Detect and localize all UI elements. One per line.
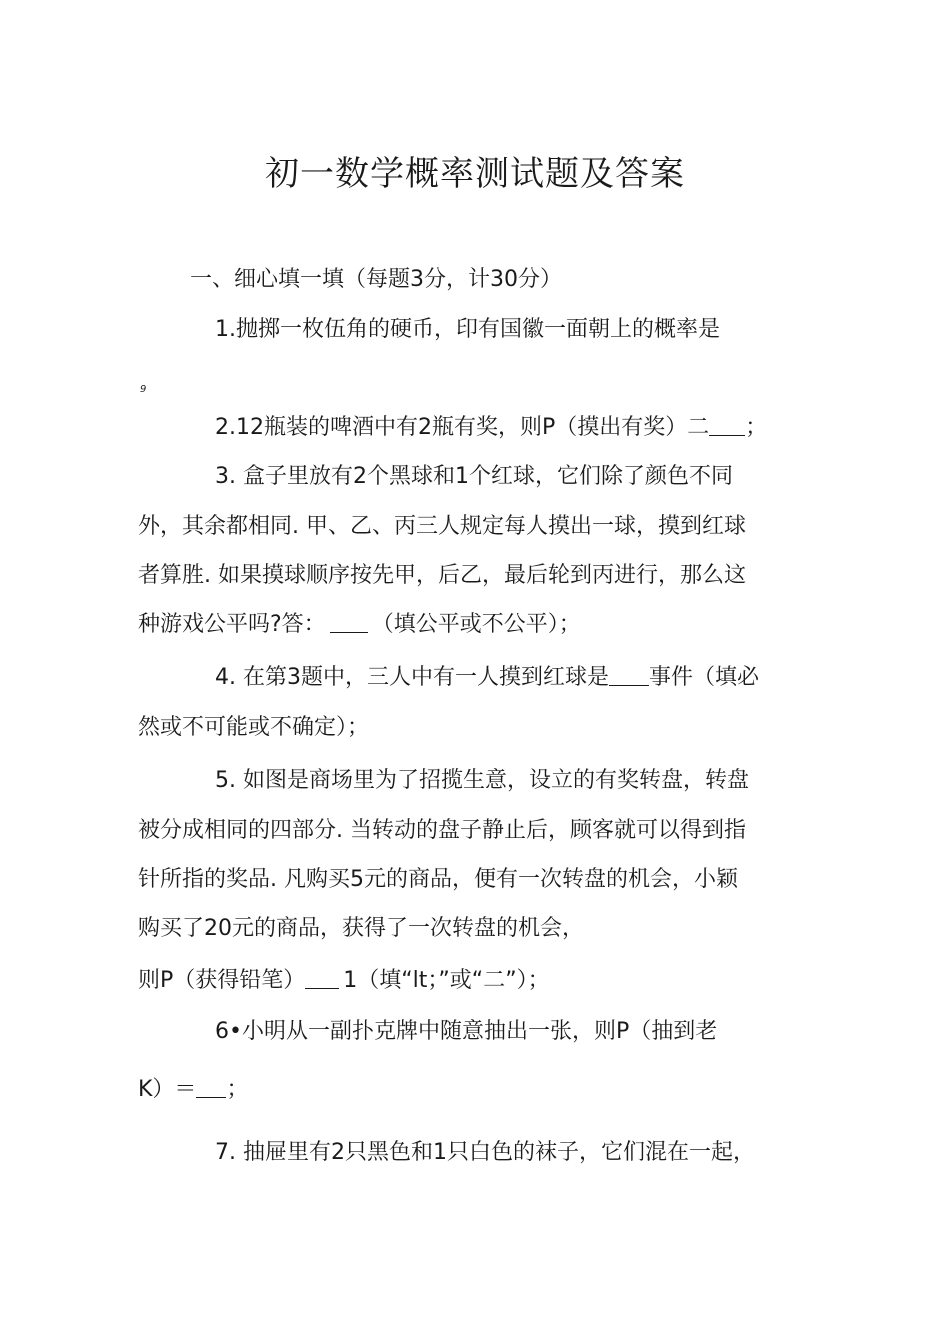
question-3-line-4-end: （填公平或不公平）；: [371, 612, 581, 637]
question-6-line-2-end: ；: [226, 1077, 249, 1102]
question-5-line-2: 被分成相同的四部分. 当转动的盘子静止后，顾客就可以得到指: [138, 818, 746, 843]
question-4-line-1-start: 4. 在第3题中，三人中有一人摸到红球是: [215, 665, 609, 690]
answer-blank-q3: [330, 610, 368, 633]
question-2-line-1: [215, 413, 767, 443]
page-title: 初一数学概率测试题及答案: [265, 154, 685, 194]
section-heading: 一、细心填一填（每题3分，计30分）: [190, 267, 562, 292]
question-2-text: 2.12瓶装的啤酒中有2瓶有奖，则P（摸出有奖）二: [215, 415, 710, 440]
question-5-line-1: 5. 如图是商场里为了招揽生意，设立的有奖转盘，转盘: [215, 768, 749, 793]
answer-blank-q2: [709, 413, 745, 436]
question-2-end: ；: [745, 415, 768, 440]
question-3-line-4: [138, 610, 581, 640]
question-1-line-1: 1.抛掷一枚伍角的硬币，印有国徽一面朝上的概率是: [215, 317, 720, 342]
question-6-line-2-start: K）＝: [138, 1077, 197, 1102]
question-3-line-2: 外，其余都相同. 甲、乙、丙三人规定每人摸出一球，摸到红球: [138, 514, 746, 539]
question-6-line-2: [138, 1075, 248, 1105]
answer-blank-q4: [609, 663, 649, 686]
question-3-line-3: 者算胜. 如果摸球顺序按先甲，后乙，最后轮到丙进行，那么这: [138, 563, 746, 588]
question-5-line-5-start: 则P（获得铅笔）: [138, 968, 306, 993]
question-3-line-1: 3. 盒子里放有2个黑球和1个红球，它们除了颜色不同: [215, 464, 733, 489]
question-3-line-4-start: 种游戏公平吗?答：: [138, 612, 326, 637]
question-6-line-1: 6•小明从一副扑克牌中随意抽出一张，则P（抽到老: [215, 1019, 718, 1044]
answer-blank-q6: [196, 1075, 226, 1098]
answer-blank-q5: [305, 966, 339, 989]
question-7-line-1: 7. 抽屉里有2只黑色和1只白色的袜子，它们混在一起，: [215, 1140, 755, 1165]
question-4-line-2: 然或不可能或不确定）；: [138, 715, 370, 740]
question-5-line-4: 购买了20元的商品，获得了一次转盘的机会，: [138, 916, 584, 941]
question-5-line-5-end: 1（填“lt；”或“二”）；: [343, 968, 550, 993]
question-5-line-5: [138, 966, 550, 996]
stray-mark: 9: [140, 384, 147, 395]
question-4-line-1: [215, 663, 759, 693]
question-4-line-1-end: 事件（填必: [648, 665, 759, 690]
question-5-line-3: 针所指的奖品. 凡购买5元的商品，便有一次转盘的机会，小颖: [138, 867, 738, 892]
